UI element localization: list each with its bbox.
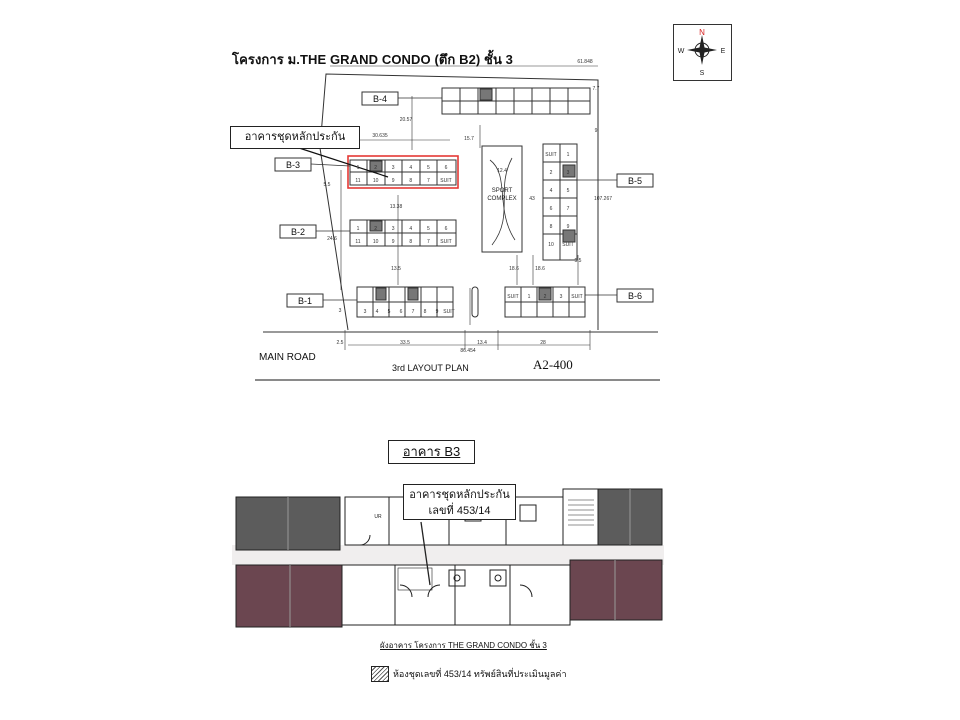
drawing-number: A2-400: [533, 357, 573, 372]
b3-callout-line2: เลขที่ 453/14: [428, 505, 491, 517]
unit-number-b3-bottom-1: 10: [372, 178, 379, 184]
unit-number-b6-3: 3: [559, 294, 563, 300]
unit-number-b2-top-0: 1: [356, 226, 360, 232]
b3-collateral-callout: [403, 484, 516, 520]
sport-label-2: COMPLEX: [487, 196, 517, 202]
sport-label-1: SPORT: [491, 188, 513, 194]
unit-number-b2-top-5: 6: [444, 226, 448, 232]
unit-number-b3-bottom-2: 9: [391, 178, 395, 184]
unit-number-b6-4: SUIT: [571, 294, 583, 300]
dim-sport-h: 43: [529, 196, 535, 202]
dim-mid-gap: 15.7: [464, 136, 474, 142]
dim-left-gap2: 24.6: [327, 236, 337, 242]
unit-number-b5-0: SUIT: [545, 152, 557, 158]
dim-sport-w: 12.4: [497, 168, 507, 174]
unit-number-b2-top-1: 2: [374, 226, 377, 232]
unit-number-b3-top-1: 2: [374, 165, 377, 171]
b3-title: อาคาร B3: [402, 444, 461, 459]
tag-b3: B-3: [285, 160, 301, 170]
unit-number-b2-top-2: 3: [391, 226, 395, 232]
unit-number-b6-0: SUIT: [507, 294, 519, 300]
dim-three: 3: [338, 308, 342, 314]
unit-number-b1-7: SUIT: [443, 309, 455, 315]
dim-bottom-b: 33.5: [400, 340, 410, 346]
unit-number-b3-top-3: 4: [409, 165, 413, 171]
tag-b1: B-1: [297, 296, 313, 306]
compass-e: E: [720, 48, 726, 55]
dim-lower-vert: 13.5: [391, 266, 401, 272]
dim-b4-vert: 20.57: [399, 117, 413, 123]
unit-number-b5-3: 3: [566, 170, 570, 176]
dim-low1: 18.6: [509, 266, 519, 272]
dim-left-gap: 5.5: [323, 182, 331, 188]
lower-left-block: [236, 565, 342, 627]
legend-hatch-swatch: [371, 666, 389, 682]
dim-small: 5.5: [574, 258, 582, 264]
unit-number-b1-2: 5: [387, 309, 391, 315]
unit-number-b1-6: 9: [435, 309, 439, 315]
dim-right-total: 107.267: [593, 196, 613, 202]
unit-number-b1-5: 8: [423, 309, 427, 315]
layout-plan-label: 3rd LAYOUT PLAN: [392, 363, 469, 373]
unit-number-b3-bottom-5: SUIT: [440, 178, 452, 184]
b3-callout-line1: อาคารชุดหลักประกัน: [409, 489, 510, 501]
unit-number-b3-top-5: 6: [444, 165, 448, 171]
unit-number-b1-4: 7: [411, 309, 415, 315]
unit-number-b2-bottom-5: SUIT: [440, 239, 452, 245]
unit-number-b3-top-0: 1: [356, 165, 360, 171]
unit-number-b2-bottom-2: 9: [391, 239, 395, 245]
unit-number-b2-bottom-0: 11: [355, 239, 361, 245]
unit-number-b2-bottom-1: 10: [372, 239, 379, 245]
unit-number-b5-2: 2: [549, 170, 553, 176]
dim-b4-offset: 30.635: [372, 133, 388, 139]
dim-bottom-a: 2.5: [336, 340, 344, 346]
dim-top-total: 61.848: [577, 59, 593, 65]
unit-number-b5-1: 1: [566, 152, 570, 158]
unit-number-b5-9: 9: [566, 224, 570, 230]
unit-number-b5-5: 5: [566, 188, 570, 194]
dim-bottom-total: 86.454: [460, 348, 476, 354]
tag-b5: B-5: [627, 176, 643, 186]
dim-nine: 9: [594, 128, 598, 134]
unit-number-b2-bottom-3: 8: [409, 239, 413, 245]
tag-b6: B-6: [627, 291, 643, 301]
unit-number-b6-2: 2: [543, 294, 547, 300]
dim-bottom-d: 28: [540, 340, 546, 346]
unit-number-b2-bottom-4: 7: [427, 239, 430, 245]
ur-label: UR: [374, 514, 382, 520]
unit-number-b5-8: 8: [549, 224, 553, 230]
unit-number-b1-1: 4: [375, 309, 379, 315]
tag-b4: B-4: [372, 94, 388, 104]
compass-n: N: [699, 28, 705, 37]
compass-w: W: [677, 48, 685, 55]
legend-label: ห้องชุดเลขที่ 453/14 ทรัพย์สินที่ประเมินมูลค่า: [393, 669, 567, 679]
unit-number-b2-top-4: 5: [427, 226, 430, 232]
unit-number-b5-6: 6: [549, 206, 553, 212]
compass-s: S: [699, 70, 705, 77]
main-road-label: MAIN ROAD: [259, 352, 316, 363]
subject-unit: [398, 568, 432, 590]
dim-low2: 18.6: [535, 266, 545, 272]
dim-mid-vert: 13.38: [389, 204, 403, 210]
unit-number-b3-bottom-3: 8: [409, 178, 413, 184]
dim-seven: 7.7: [592, 86, 600, 92]
unit-number-b5-10: 10: [548, 242, 554, 248]
unit-number-b3-bottom-0: 11: [355, 178, 361, 184]
lower-right-block: [570, 560, 662, 620]
unit-number-b6-1: 1: [527, 294, 531, 300]
tag-b2: B-2: [290, 227, 306, 237]
unit-number-b1-0: 3: [363, 309, 367, 315]
dim-bottom-c: 13.4: [477, 340, 487, 346]
collateral-callout: อาคารชุดหลักประกัน: [230, 126, 360, 149]
page-title: โครงการ ม.THE GRAND CONDO (ตึก B2) ชั้น 3: [232, 52, 514, 67]
unit-number-b5-4: 4: [549, 188, 553, 194]
unit-number-b3-top-2: 3: [391, 165, 395, 171]
unit-number-b5-11: SUIT: [562, 242, 574, 248]
unit-number-b5-7: 7: [566, 206, 570, 212]
unit-number-b2-top-3: 4: [409, 226, 413, 232]
unit-number-b3-top-4: 5: [427, 165, 430, 171]
unit-number-b1-3: 6: [399, 309, 403, 315]
unit-number-b3-bottom-4: 7: [427, 178, 430, 184]
floor-plan-caption: ผังอาคาร โครงการ THE GRAND CONDO ชั้น 3: [380, 641, 547, 650]
